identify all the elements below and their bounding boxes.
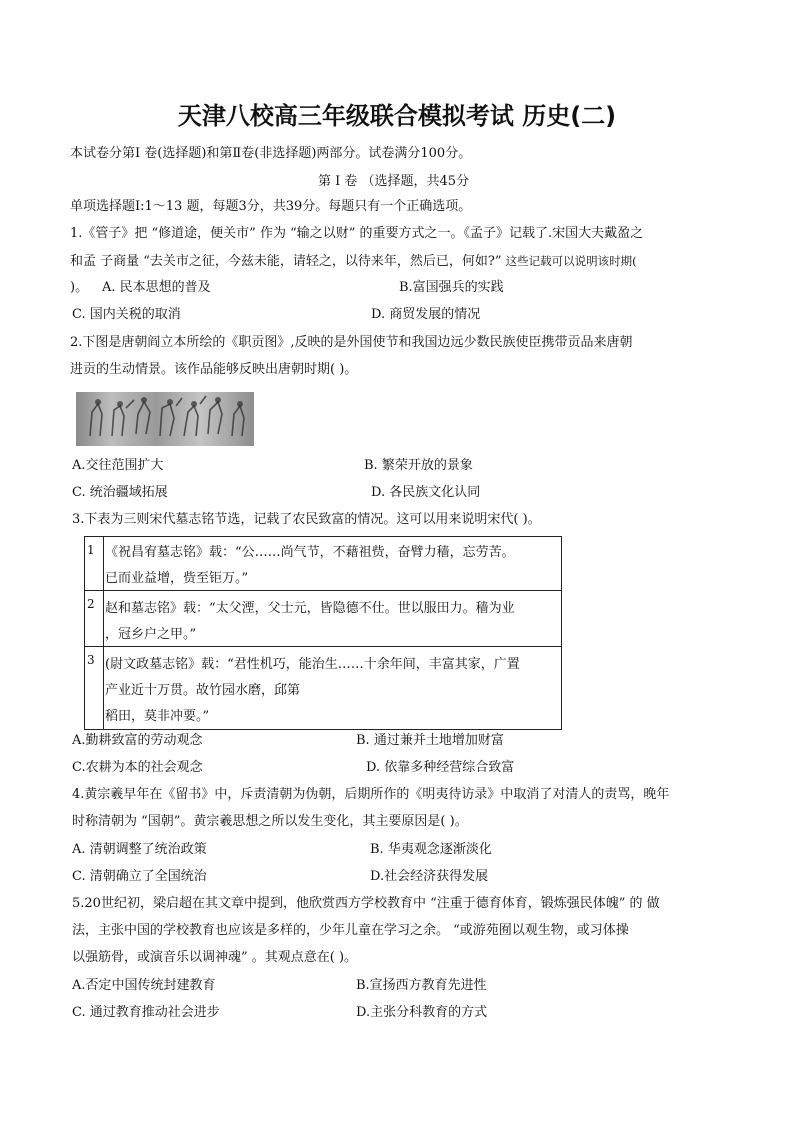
q4-option-c[interactable]: C. 清朝确立了全国统治 [72,869,207,884]
q1-option-d[interactable]: D. 商贸发展的情况 [371,307,481,322]
row-text-line: 产业近十万贯。故竹园水磨，邱第 [105,683,301,698]
row-text-line: 已而业益增，赀至钜万。” [105,571,249,586]
row-number: 3 [87,653,95,667]
painting-figures [76,392,254,446]
q3-option-c[interactable]: C.农耕为本的社会观念 [72,760,203,775]
q1-option-a[interactable]: A. 民本思想的普及 [102,280,211,295]
q5-stem-line3: 以强筋骨，或演音乐以调神魂” 。其观点意在( )。 [72,950,358,965]
q5-option-d[interactable]: D.主张分科教育的方式 [356,1005,488,1020]
row-text-line: ，冠乡户之甲。” [105,627,197,642]
q2-option-b[interactable]: B. 繁荣开放的景象 [364,458,473,473]
q1-stem-tail: 这些记载可以说明该时期( [505,254,637,268]
q3-option-d[interactable]: D. 依靠多种经营综合致富 [366,760,515,775]
q4-stem-line2: 时称清朝为 “国朝”。黄宗羲思想之所以发生变化，其主要原因是( )。 [72,814,468,829]
row-text-line: 稻田，莫非冲要。” [105,709,210,724]
q2-stem-line1: 2.下图是唐朝阎立本所绘的《职贡图》,反映的是外国使节和我国边远少数民族使臣携带贡品来唐朝 [70,335,633,350]
q1-option-c[interactable]: C. 国内关税的取消 [72,307,181,322]
q5-option-c[interactable]: C. 通过教育推动社会进步 [72,1005,220,1020]
table-row [85,647,561,729]
page-title: 天津八校高三年级联合模拟考试 历史(二) [177,102,617,130]
row-number: 2 [87,597,95,611]
q5-option-a[interactable]: A.否定中国传统封建教育 [72,978,216,993]
q2-option-d[interactable]: D. 各民族文化认同 [371,485,481,500]
row-text-line: (尉文政墓志铭》载：“君性机巧，能治生……十余年间，丰富其家，广置 [105,657,520,672]
row-number: 1 [87,543,95,557]
q1-option-b[interactable]: B.富国强兵的实践 [399,280,504,295]
q3-option-b[interactable]: B. 通过兼并土地增加财富 [356,733,504,748]
q2-option-a[interactable]: A.交往范围扩大 [72,458,164,473]
exam-intro: 本试卷分第Ⅰ 卷(选择题)和第Ⅱ卷(非选择题)两部分。试卷满分100分。 [70,146,472,161]
q4-option-b[interactable]: B. 华夷观念逐渐淡化 [370,842,492,857]
q4-option-d[interactable]: D.社会经济获得发展 [370,869,489,884]
q3-stem-line1: 3.下表为三则宋代墓志铭节选，记载了农民致富的情况。这可以用来说明宋代( )。 [72,512,541,527]
table-row [85,591,561,647]
q5-stem-line2: 法，主张中国的学校教育也应该是多样的，少年儿童在学习之余。 “或游苑囿以观生物，或习体操 [72,923,629,938]
q4-option-a[interactable]: A. 清朝调整了统治政策 [72,842,207,857]
q5-stem-line1: 5.20世纪初，梁启超在其文章中提到，他欣赏西方学校教育中 “注重于德育体育，锻炼强民体魄” 的 做 [72,896,660,911]
q1-stem-line2 [70,253,637,270]
q3-option-a[interactable]: A.勤耕致富的劳动观念 [72,733,203,748]
q2-stem-line2: 进贡的生动情景。该作品能够反映出唐朝时期( )。 [70,362,358,377]
q1-stem-quote: 和孟 子商量 “去关市之征，今兹未能，请轻之，以待来年，然后已，何如?” [70,254,506,269]
row-text-line: 赵和墓志铭》载：“太父湮，父士元，皆隐德不仕。世以服田力。穑为业 [105,601,515,616]
q4-stem-line1: 4.黄宗羲早年在《留书》中，斥责清朝为伪朝，后期所作的《明夷待访录》中取消了对清人的责骂，晚年 [72,787,670,802]
q5-option-b[interactable]: B.宣扬西方教育先进性 [356,978,487,993]
row-text-line: 《祝昌宥墓志铭》载：“公……尚气节，不藉祖赀，奋臂力穑，忘劳苦。 [105,545,515,560]
section-title: 第 Ⅰ 卷 （选择题，共45分 [318,174,470,189]
q2-option-c[interactable]: C. 统治疆域拓展 [72,485,168,500]
table-row [85,537,561,591]
q1-stem-line1: 1.《管子》把 “修道途，便关市” 作为 “输之以财” 的重要方式之一。《孟子》记载了.宋国大夫戴盈之 [70,226,644,241]
epitaph-table [84,536,562,730]
zhigong-painting-image [76,392,254,446]
q1-stem-end: )。 [70,280,89,295]
instruction-text: 单项选择题Ⅰ:1～13 题，每题3分，共39分。每题只有一个正确选项。 [70,199,472,214]
